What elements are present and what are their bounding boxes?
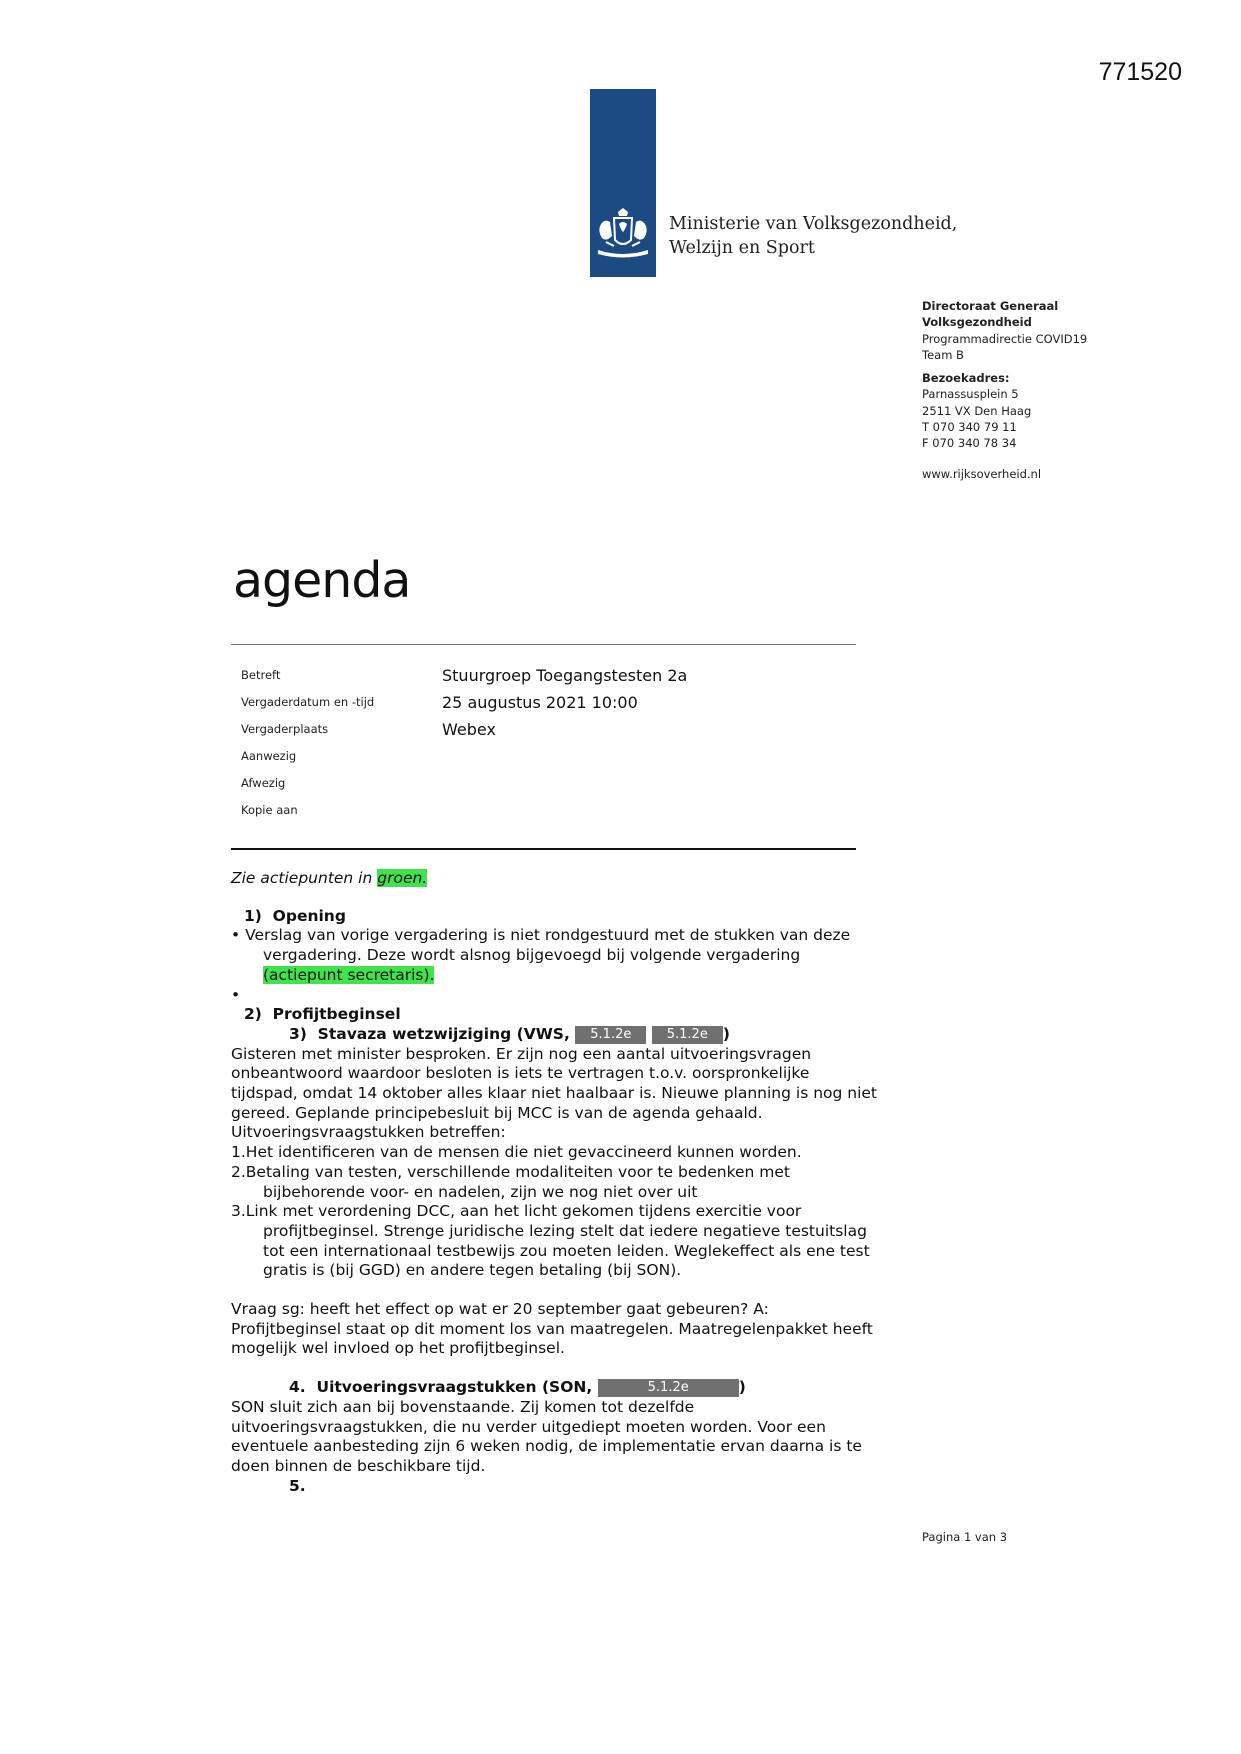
datetime-label: Vergaderdatum en -tijd: [241, 695, 375, 709]
opening-bullet-line2: vergadering. Deze wordt alsnog bijgevoegd bij volgende vergadering: [263, 946, 801, 965]
fax-number: F 070 340 78 34: [922, 436, 1017, 451]
question-paragraph: Vraag sg: heeft het effect op wat er 20 september gaat gebeuren? A: Profijtbeginsel staat op dit moment los van maatregelen. Maatregelenpakket heeft mogelijk wel invloed op het profijtbeginsel.: [231, 1300, 873, 1358]
redaction-box: 5.1.2e: [575, 1026, 646, 1044]
city-address: 2511 VX Den Haag: [922, 403, 1032, 418]
dept-line1: Directoraat Generaal: [922, 299, 1059, 313]
place-label: Vergaderplaats: [241, 722, 329, 736]
program-name: Programmadirectie COVID19: [922, 331, 1088, 346]
dept-line2: Volksgezondheid: [922, 315, 1032, 330]
agenda-body: [231, 869, 931, 1496]
page-title: agenda: [233, 552, 411, 609]
empty-bullet-icon: •: [231, 985, 241, 1004]
royal-coat-of-arms-icon: [594, 206, 652, 260]
bullet-icon: •: [231, 926, 241, 945]
ministry-line1: Ministerie van Volksgezondheid,: [669, 214, 958, 234]
page-number: Pagina 1 van 3: [922, 1530, 1008, 1544]
street-address: Parnassusplein 5: [922, 387, 1019, 402]
intro-line: Zie actiepunten in groen.: [231, 869, 428, 887]
subject-value: Stuurgroep Toegangstesten 2a: [442, 666, 688, 685]
list-item: 3.Link met verordening DCC, aan het licht gekomen tijdens exercitie voor: [231, 1202, 802, 1221]
team-name: Team B: [922, 347, 964, 362]
present-label: Aanwezig: [241, 749, 297, 763]
intro-highlight: groen.: [377, 869, 428, 887]
sender-block: [922, 298, 1087, 482]
copy-to-label: Kopie aan: [241, 803, 298, 817]
opening-action: (actiepunt secretaris).: [263, 965, 435, 984]
ministry-name: [669, 212, 957, 260]
item-profijt-heading: 2) Profijtbeginsel: [244, 1005, 401, 1024]
phone-number: T 070 340 79 11: [922, 420, 1017, 435]
item-5-heading: 5.: [289, 1476, 306, 1495]
redaction-box: 5.1.2e: [652, 1026, 723, 1044]
item-opening-heading: 1) Opening: [244, 906, 346, 925]
list-item: 1.Het identificeren van de mensen die niet gevaccineerd kunnen worden.: [231, 1143, 802, 1162]
ministry-line2: Welzijn en Sport: [669, 238, 815, 258]
list-item: 2.Betaling van testen, verschillende modaliteiten voor te bedenken met: [231, 1162, 791, 1181]
place-value: Webex: [442, 720, 496, 739]
issues-list: 1.Het identificeren van de mensen die niet gevaccineerd kunnen worden. 2.Betaling van testen, verschillende modaliteiten voor te bedenken met bijbehorende voor- en nadelen, zijn we nog niet over uit 3.Link met verordening DCC, aan het licht gekomen tijdens exercitie voor profijtbeginsel. Strenge juridische lezing stelt dat iedere negatieve testuitslag tot een internationaal testbewijs zou moeten leiden. Weglekeffect als ene test gratis is (bij GGD) en andere tegen betaling (bij SON).: [231, 1143, 931, 1281]
divider-top: [231, 644, 856, 645]
visit-address-label: Bezoekadres:: [922, 371, 1010, 386]
redaction-box: 5.1.2e: [598, 1379, 739, 1397]
opening-bullet: • Verslag van vorige vergadering is niet rondgestuurd met de stukken van deze: [231, 926, 851, 945]
datetime-value: 25 augustus 2021 10:00: [442, 693, 638, 712]
website-link[interactable]: www.rijksoverheid.nl: [922, 466, 1042, 481]
subject-label: Betreft: [241, 668, 281, 682]
son-paragraph: SON sluit zich aan bij bovenstaande. Zij komen tot dezelfde uitvoeringsvraagstukken, die nu verder uitgediept moeten worden. Voor een eventuele aanbesteding zijn 6 weken nodig, de implementatie ervan daarna is te doen binnen de beschikbare tijd.: [231, 1397, 862, 1475]
document-number: 771520: [1098, 58, 1182, 86]
absent-label: Afwezig: [241, 776, 286, 790]
stavaza-paragraph: Gisteren met minister besproken. Er zijn nog een aantal uitvoeringsvragen onbeantwoord waardoor besloten is iets te vertragen t.o.v. oorspronkelijke tijdspad, omdat 14 oktober alles klaar niet haalbaar is. Nieuwe planning is nog niet gereed. Geplande principebesluit bij MCC is van de agenda gehaald. Uitvoeringsvraagstukken betreffen:: [231, 1044, 878, 1142]
item-son-heading: 4. Uitvoeringsvraagstukken (SON, 5.1.2e ): [289, 1378, 746, 1397]
divider-bottom: [231, 848, 856, 850]
item-stavaza-heading: 3) Stavaza wetzwijziging (VWS, 5.1.2e 5.1.2e ): [289, 1024, 730, 1043]
